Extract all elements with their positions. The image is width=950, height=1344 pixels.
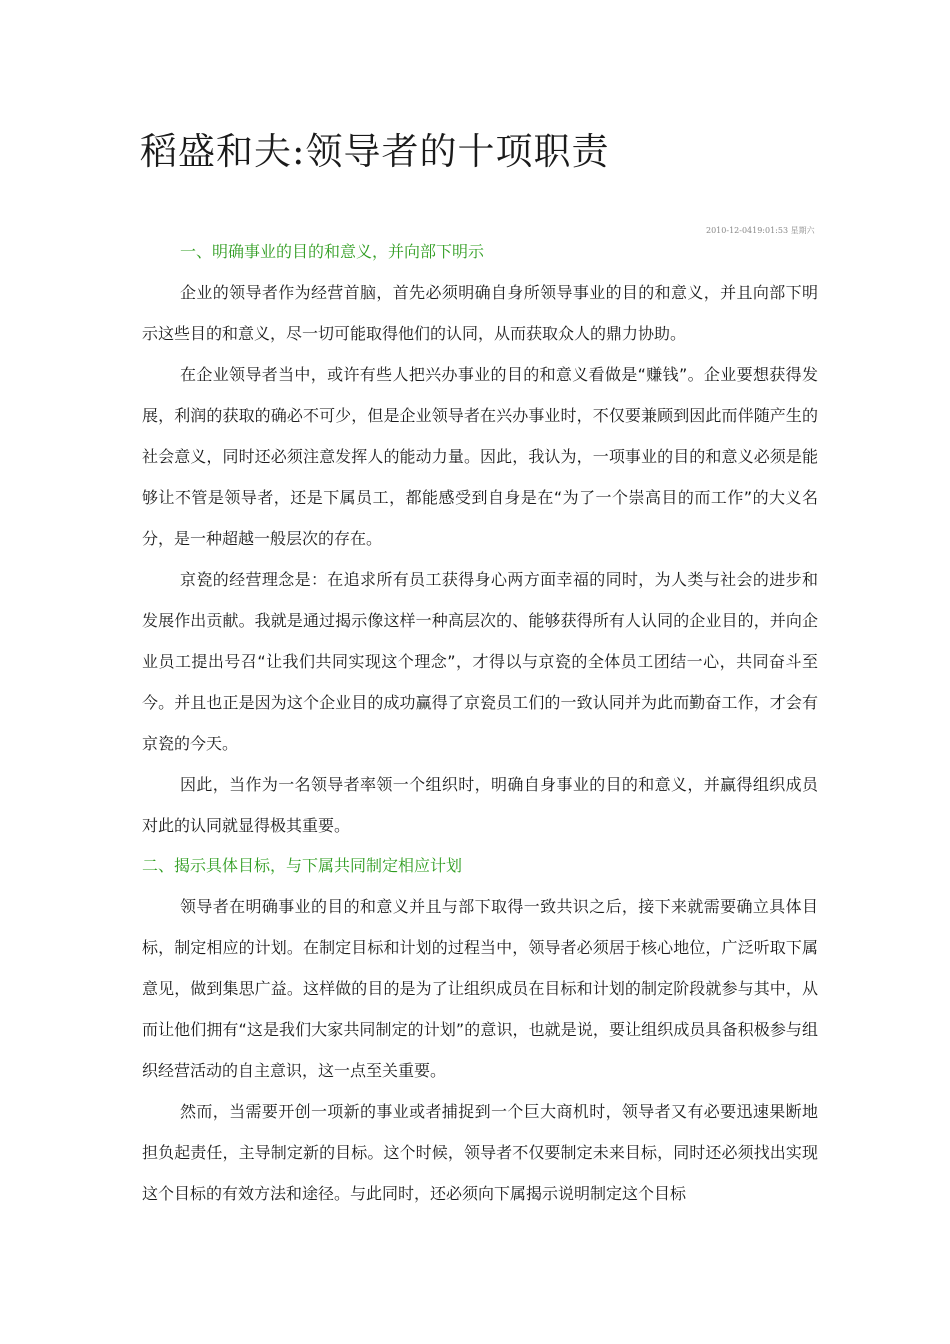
section-1 (142, 232, 818, 846)
paragraph: 因此，当作为一名领导者率领一个组织时，明确自身事业的目的和意义，并赢得组织成员对此的认同就显得极其重要。 (142, 775, 818, 835)
section-heading: 二、揭示具体目标，与下属共同制定相应计划 (142, 856, 463, 875)
paragraph: 京瓷的经营理念是：在追求所有员工获得身心两方面幸福的同时，为人类与社会的进步和发展作出贡献。我就是通过揭示像这样一种高层次的、能够获得所有人认同的企业目的，并向企业员工提出号召“让我们共同实现这个理念”，才得以与京瓷的全体员工团结一心，共同奋斗至今。并且也正是因为这个企业目的成功赢得了京瓷员工们的一致认同并为此而勤奋工作，才会有京瓷的今天。 (142, 570, 818, 753)
paragraph: 然而，当需要开创一项新的事业或者捕捉到一个巨大商机时，领导者又有必要迅速果断地担负起责任，主导制定新的目标。这个时候，领导者不仅要制定未来目标，同时还必须找出实现这个目标的有效方法和途径。与此同时，还必须向下属揭示说明制定这个目标 (142, 1102, 818, 1203)
page-title: 稻盛和夫:领导者的十项职责 (140, 129, 610, 173)
paragraph: 在企业领导者当中，或许有些人把兴办事业的目的和意义看做是“赚钱”。企业要想获得发展，利润的获取的确必不可少，但是企业领导者在兴办事业时，不仅要兼顾到因此而伴随产生的社会意义，同时还必须注意发挥人的能动力量。因此，我认为，一项事业的目的和意义必须是能够让不管是领导者，还是下属员工，都能感受到自身是在“为了一个崇高目的而工作”的大义名分，是一种超越一般层次的存在。 (142, 365, 818, 548)
paragraph: 企业的领导者作为经营首脑，首先必须明确自身所领导事业的目的和意义，并且向部下明示这些目的和意义，尽一切可能取得他们的认同，从而获取众人的鼎力协助。 (142, 283, 818, 343)
paragraph: 领导者在明确事业的目的和意义并且与部下取得一致共识之后，接下来就需要确立具体目标，制定相应的计划。在制定目标和计划的过程当中，领导者必须居于核心地位，广泛听取下属意见，做到集思广益。这样做的目的是为了让组织成员在目标和计划的制定阶段就参与其中，从而让他们拥有“这是我们大家共同制定的计划”的意识，也就是说，要让组织成员具备积极参与组织经营活动的自主意识，这一点至关重要。 (142, 897, 818, 1080)
section-heading: 一、明确事业的目的和意义，并向部下明示 (180, 242, 485, 261)
section-2 (142, 846, 818, 1214)
publish-timestamp: 2010-12-0419:01:53 星期六 (706, 226, 815, 235)
article-body (142, 232, 818, 1214)
